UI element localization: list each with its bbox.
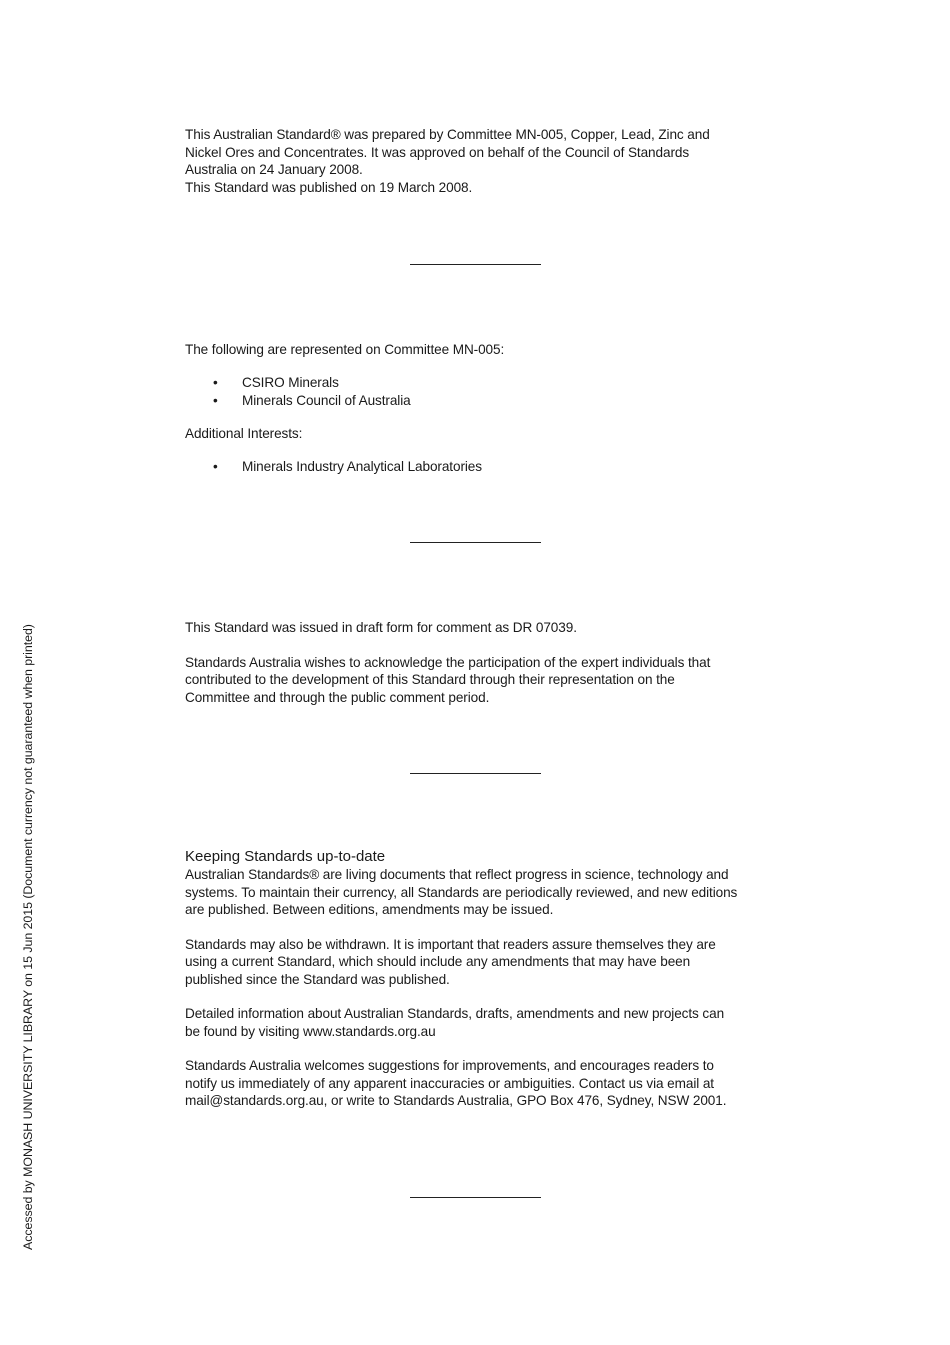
bullet-icon: • xyxy=(213,459,218,474)
approval-line: Australia on 24 January 2008. xyxy=(185,162,363,177)
draft-issued-text: This Standard was issued in draft form for comment as DR 07039. xyxy=(185,620,577,635)
access-watermark-text: Accessed by MONASH UNIVERSITY LIBRARY on 15 Jun 2015 (Document currency not guaranteed when printed) xyxy=(21,624,35,1250)
draft-section xyxy=(185,619,775,706)
paragraph-line: notify us immediately of any apparent inaccuracies or ambiguities. Contact us via email at xyxy=(185,1075,714,1091)
paragraph-line: Standards may also be withdrawn. It is important that readers assure themselves they are xyxy=(185,936,716,952)
approval-line: Nickel Ores and Concentrates. It was approved on behalf of the Council of Standards xyxy=(185,144,690,160)
paragraph-line: Australian Standards® are living documents that reflect progress in science, technology and xyxy=(185,867,729,882)
list-item xyxy=(185,374,775,392)
acknowledgement-line: contributed to the development of this Standard through their representation on the xyxy=(185,672,675,687)
additional-interests-label: Additional Interests: xyxy=(185,425,303,441)
paragraph-line: mail@standards.org.au, or write to Standards Australia, GPO Box 476, Sydney, NSW 2001. xyxy=(185,1093,727,1108)
committee-members-list xyxy=(185,374,775,410)
interest-name: Minerals Industry Analytical Laboratories xyxy=(242,459,482,474)
acknowledgement-line: Standards Australia wishes to acknowledge the participation of the expert individuals that xyxy=(185,654,711,670)
paragraph-line: Detailed information about Australian Standards, drafts, amendments and new projects can xyxy=(185,1006,725,1021)
section-divider xyxy=(410,1197,541,1198)
list-item xyxy=(185,458,775,476)
bullet-icon: • xyxy=(213,374,218,390)
bullet-icon: • xyxy=(213,392,218,408)
section-divider xyxy=(410,773,541,774)
section-divider xyxy=(410,264,541,265)
approval-line: This Australian Standard® was prepared by Committee MN-005, Copper, Lead, Zinc and xyxy=(185,127,710,142)
paragraph-line: Standards Australia welcomes suggestions for improvements, and encourages readers to xyxy=(185,1058,714,1073)
acknowledgement-line: Committee and through the public comment period. xyxy=(185,689,490,705)
section-divider xyxy=(410,542,541,543)
paragraph-line: using a current Standard, which should include any amendments that may have been xyxy=(185,954,691,969)
member-name: CSIRO Minerals xyxy=(242,374,339,390)
committee-section xyxy=(185,341,775,476)
paragraph-line: are published. Between editions, amendments may be issued. xyxy=(185,902,554,917)
member-name: Minerals Council of Australia xyxy=(242,392,411,408)
section-heading: Keeping Standards up-to-date xyxy=(185,848,386,865)
paragraph-line: systems. To maintain their currency, all Standards are periodically reviewed, and new editions xyxy=(185,884,738,900)
approval-statement xyxy=(185,126,775,196)
paragraph-line: published since the Standard was published. xyxy=(185,971,450,987)
paragraph-line: be found by visiting www.standards.org.au xyxy=(185,1023,436,1039)
list-item xyxy=(185,392,775,410)
committee-intro: The following are represented on Committee MN-005: xyxy=(185,342,505,357)
additional-interests-list xyxy=(185,458,775,476)
publication-line: This Standard was published on 19 March 2008. xyxy=(185,179,473,195)
keeping-standards-section xyxy=(185,848,775,1110)
